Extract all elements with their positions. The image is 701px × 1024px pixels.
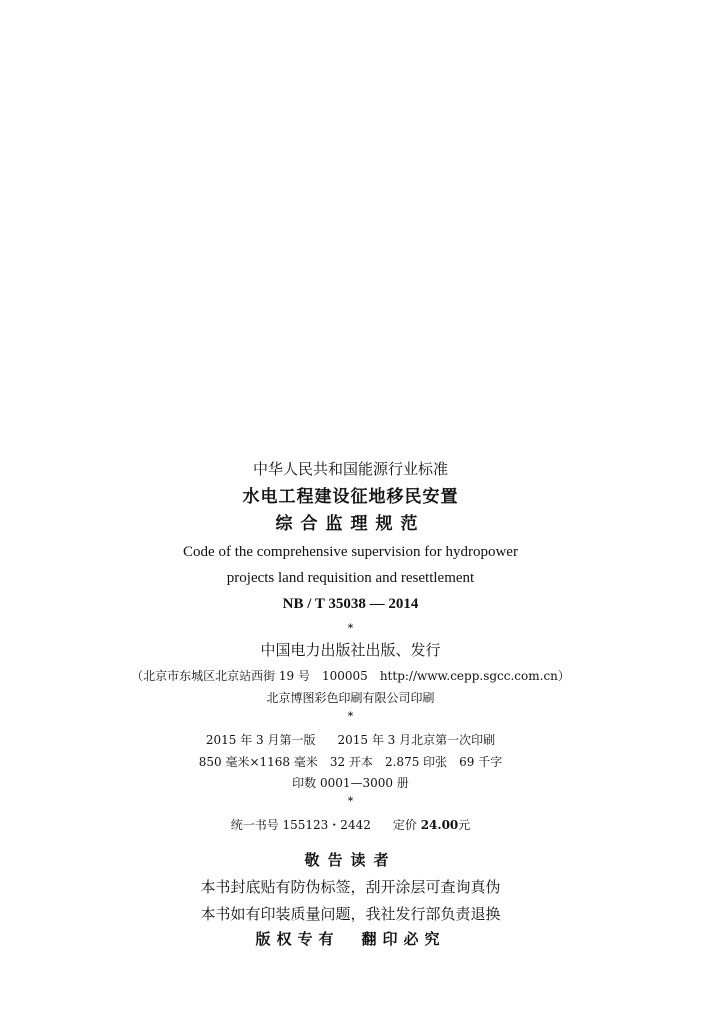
print-copies: 印数 0001—3000 册 bbox=[292, 776, 409, 790]
publisher: 中国电力出版社出版、发行 bbox=[260, 641, 441, 659]
standard-organization: 中华人民共和国能源行业标准 bbox=[252, 460, 448, 478]
title-en-line1: Code of the comprehensive supervision for hydropower bbox=[183, 544, 518, 560]
edition-print: 2015 年 3 月北京第一次印刷 bbox=[337, 733, 496, 747]
format-info bbox=[0, 756, 701, 768]
separator-star: * bbox=[347, 796, 354, 807]
price-value: 24.00 bbox=[420, 818, 459, 832]
format-kai: 32 开本 bbox=[329, 755, 373, 769]
copyright-reserved: 版权专有 bbox=[255, 930, 340, 948]
edition-first: 2015 年 3 月第一版 bbox=[205, 733, 316, 747]
standard-code: NB / T 35038 — 2014 bbox=[282, 596, 419, 612]
separator-star: * bbox=[347, 623, 354, 634]
title-cn-line1: 水电工程建设征地移民安置 bbox=[242, 487, 459, 507]
format-size: 850 毫米×1168 毫米 bbox=[198, 755, 318, 769]
format-sheets: 2.875 印张 bbox=[384, 755, 448, 769]
notice-returns: 本书如有印装质量问题，我社发行部负责退换 bbox=[200, 905, 501, 923]
price-label: 定价 bbox=[392, 818, 417, 832]
notice-anti-counterfeit: 本书封底贴有防伪标签，刮开涂层可查询真伪 bbox=[200, 878, 501, 896]
printer: 北京博图彩色印刷有限公司印刷 bbox=[266, 691, 435, 705]
copyright-no-reprint: 翻印必究 bbox=[361, 930, 446, 948]
publisher-address: （北京市东城区北京站西街 19 号 100005 http://www.cepp.sgcc.com.cn） bbox=[131, 669, 570, 683]
book-number: 统一书号 155123・2442 bbox=[230, 818, 371, 832]
edition-info bbox=[0, 734, 701, 746]
format-words: 69 千字 bbox=[459, 755, 503, 769]
price-unit: 元 bbox=[458, 818, 471, 832]
copyright-notice bbox=[0, 932, 701, 947]
notice-title: 敬告读者 bbox=[304, 851, 397, 869]
title-cn-line2: 综合监理规范 bbox=[275, 514, 426, 534]
separator-star: * bbox=[347, 711, 354, 722]
title-en-line2: projects land requisition and resettlement bbox=[226, 570, 475, 586]
book-number-and-price bbox=[0, 819, 701, 831]
